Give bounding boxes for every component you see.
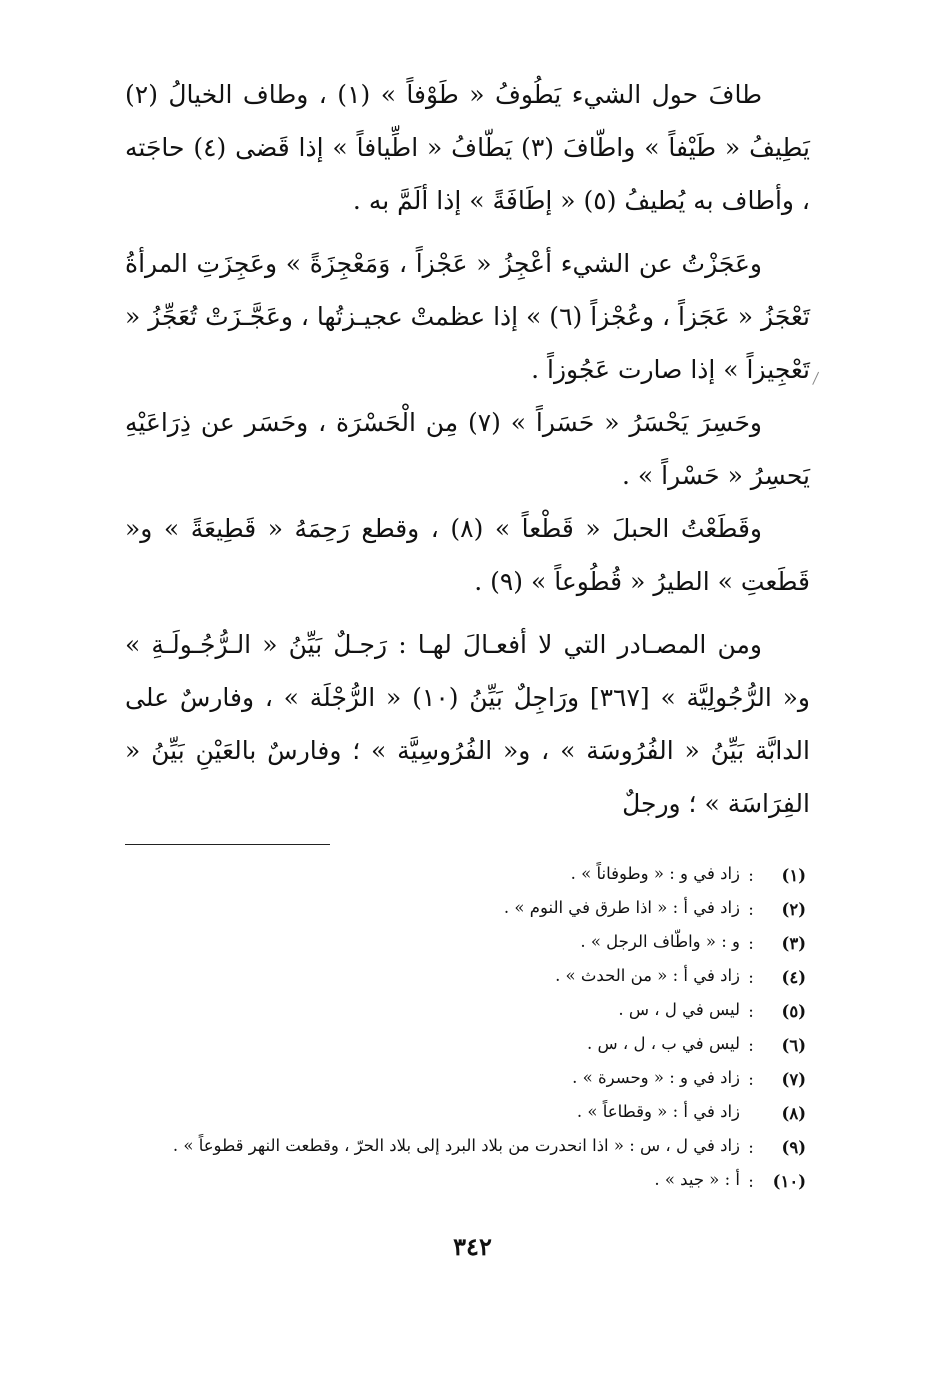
footnote-item	[125, 995, 810, 1029]
paragraph-tawf: طافَ حول الشيء يَطُوفُ « طَوْفاً » (١) ، وطاف الخيالُ (٢) يَطِيفُ « طَيْفاً » واطّافَ (٣) يَطّافُ « اطِّيافاً » إذا قَضى (٤) حاجَته ، وأطاف به يُطيفُ (٥) « إطَافَةً » إذا ألَمَّ به .	[125, 80, 810, 215]
footnote-number: (٩)	[781, 1138, 806, 1157]
footnote-colon: :	[748, 866, 754, 885]
footnote-colon: :	[748, 1036, 754, 1055]
page-number: ٣٤٢	[453, 1232, 492, 1261]
book-page	[125, 68, 810, 1358]
footnote-item	[125, 859, 810, 893]
footnote-item	[125, 961, 810, 995]
paragraph-ajz: وعَجَزْتُ عن الشيء أعْجِزُ « عَجْزاً ، وَمَعْجِزَةً » وعَجِزَتِ المرأةُ تَعْجَزُ « عَجَزاً ، وعُجْزاً (٦) » إذا عظمتْ عجيـزتُها ، وعَجَّـزَتْ تُعَجِّزُ « تَعْجِيزاً » إذا صارت عَجُوزاً .	[125, 249, 811, 384]
footnote-number: (٥)	[781, 1002, 806, 1021]
footnote-item	[125, 927, 810, 961]
paragraph-hasr: وحَسِرَ يَحْسَرُ « حَسَراً » (٧) مِن الْحَسْرَة ، وحَسَر عن ذِرَاعَيْهِ يَحسِرُ « حَسْراً » .	[125, 408, 810, 490]
footnote-text: زاد في أ : « وقطاعاً » .	[576, 1102, 740, 1121]
footnote-colon: :	[748, 900, 754, 919]
footnote-number: (٣)	[781, 934, 806, 953]
footnote-number: (٦)	[781, 1036, 806, 1055]
footnotes-list	[125, 859, 810, 1199]
footnote-text: ليس في ب ، ل ، س .	[587, 1034, 740, 1053]
footnote-text: زاد في و : « وطوفاناً » .	[570, 864, 740, 883]
footnote-number: (٤)	[781, 968, 806, 987]
footnote-text: أ : « جيد » .	[654, 1170, 740, 1189]
footnote-text: و : « واطّاف الرجل » .	[580, 932, 740, 951]
footnote-text: زاد في ل ، س : « اذا انحدرت من بلاد البرد إلى بلاد الحرّ ، وقطعت النهر قطوعاً » .	[172, 1136, 740, 1155]
footnote-colon: :	[748, 934, 754, 953]
paragraph-masadir: ومن المصـادر التي لا أفعـالَ لهـا : رَجـلٌ بَيِّنُ « الـرُّجُـولَـةِ » و« الرُّجُولِيَّة » [٣٦٧] ورَاجِلٌ بَيِّنُ (١٠) « الرُّجْلَة » ، وفارسٌ على الدابَّة بَيِّنُ « الفُرُوسَة » ، و« الفُرُوسِيَّة » ؛ وفارسٌ بالعَيْنِ بَيِّنُ « الفِرَاسَة » ؛ ورجلٌ	[125, 630, 810, 818]
footnote-number: (١)	[781, 866, 806, 885]
footnote-colon: :	[748, 1172, 754, 1191]
margin-mark	[812, 372, 822, 386]
footnote-colon: :	[748, 1070, 754, 1089]
footnote-colon: :	[748, 968, 754, 987]
footnote-number: (٧)	[781, 1070, 806, 1089]
footnote-text: زاد في أ : « من الحدث » .	[555, 966, 740, 985]
paragraph-qat: وقَطَعْتُ الحبلَ « قَطْعاً » (٨) ، وقطع رَحِمَهُ « قَطِيعَةً » و« قَطَعتِ » الطيرُ « قُطُوعاً » (٩) .	[125, 514, 810, 596]
footnote-item	[125, 893, 810, 927]
footnote-colon: :	[748, 1138, 754, 1157]
footnote-colon: :	[748, 1002, 754, 1021]
footnote-number: (٢)	[781, 900, 806, 919]
footnote-item	[125, 1029, 810, 1063]
footnote-text: زاد في أ : « اذا طرق في النوم » .	[503, 898, 740, 917]
footnote-text: ليس في ل ، س .	[618, 1000, 740, 1019]
footnote-item	[125, 1097, 810, 1131]
footnote-item	[125, 1131, 810, 1165]
footnote-number: (٨)	[781, 1104, 806, 1123]
footnote-text: زاد في و : « وحسرة » .	[572, 1068, 740, 1087]
footnote-item	[125, 1063, 810, 1097]
footnote-divider	[125, 844, 330, 845]
footnote-item	[125, 1165, 810, 1199]
footnote-number: (١٠)	[772, 1172, 806, 1191]
